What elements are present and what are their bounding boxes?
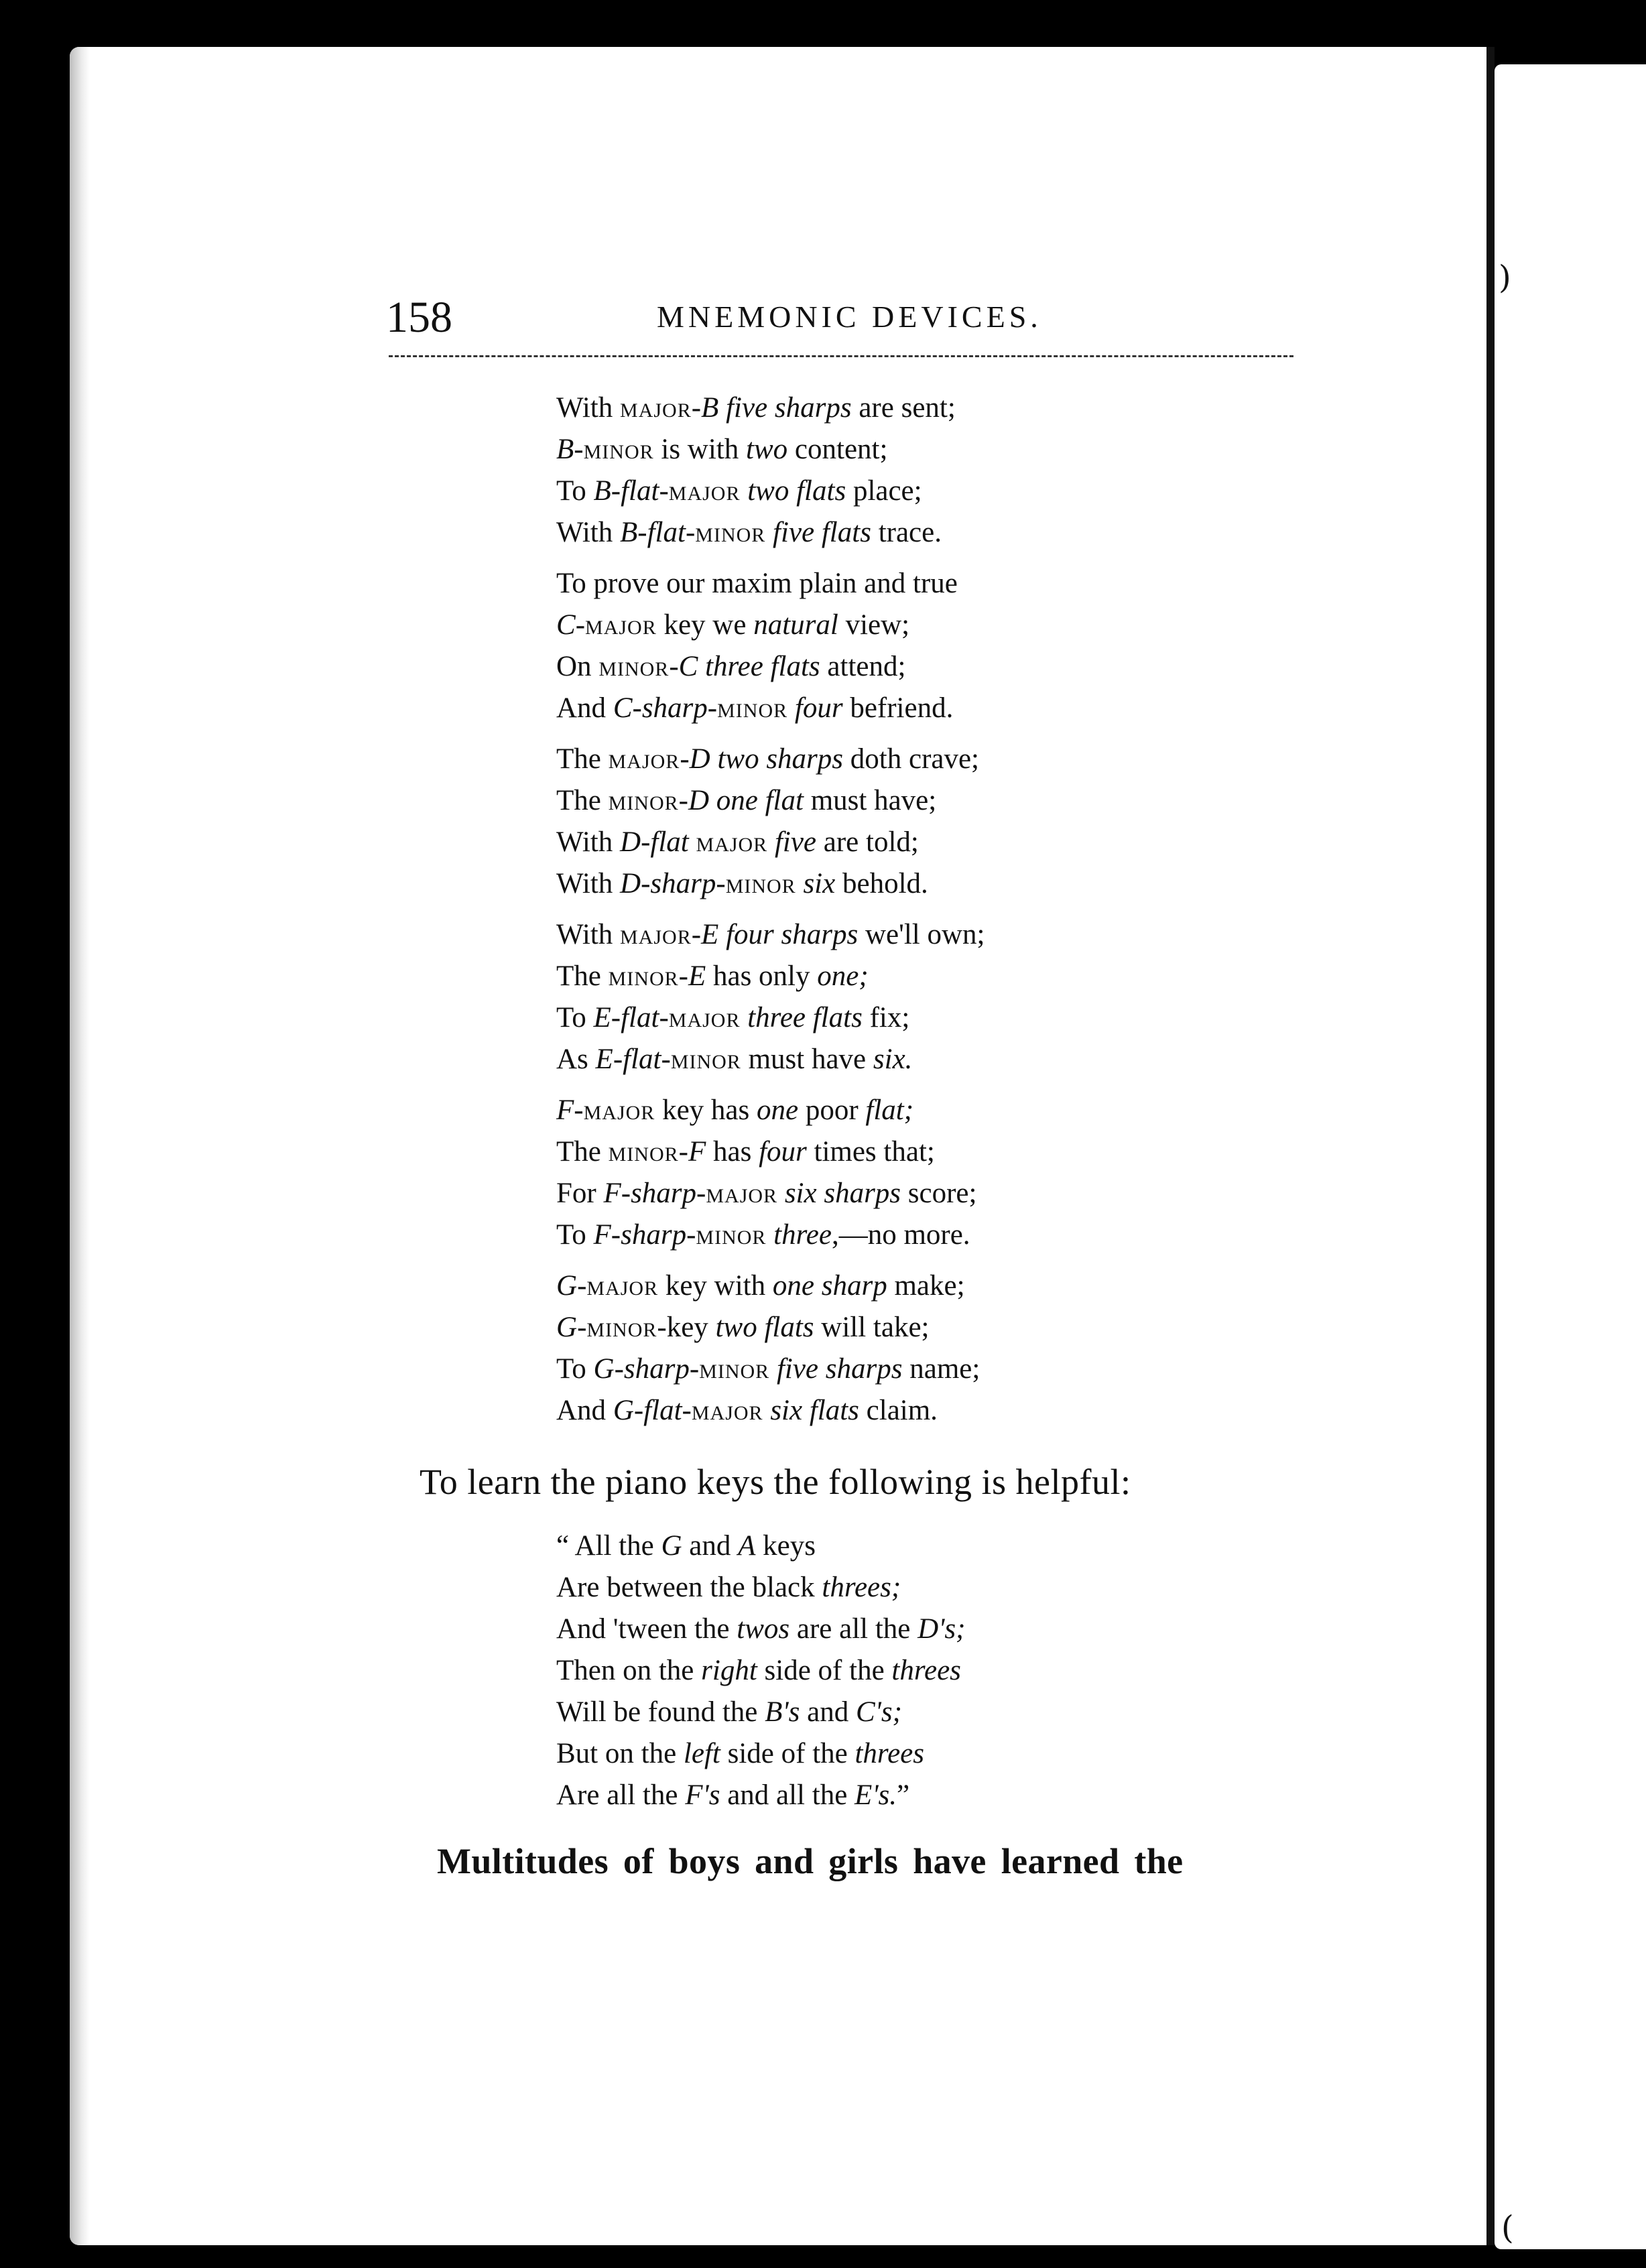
verse-line [556, 688, 985, 729]
verse-text: side of the [757, 1655, 892, 1686]
verse-text: The [556, 743, 609, 775]
verse-text: fix; [862, 1002, 910, 1033]
verse-text: are sent; [851, 392, 956, 424]
verse-line [556, 780, 985, 822]
verse-text: - [575, 609, 586, 641]
italic-text: three [773, 1219, 832, 1251]
verse-text: key with [658, 1270, 773, 1302]
italic-text: F-sharp [603, 1178, 697, 1209]
verse-text: - [574, 434, 584, 465]
small-caps-text: minor [699, 1353, 770, 1385]
italic-text: B-flat [620, 517, 686, 548]
verse-text: will take; [814, 1312, 930, 1343]
verse-text: claim. [859, 1395, 938, 1426]
small-caps-text: minor [725, 868, 796, 899]
verse-text [777, 1178, 785, 1209]
verse-text: - [696, 1178, 706, 1209]
italic-text: D-sharp [620, 868, 716, 899]
verse-text: trace. [871, 517, 942, 548]
verse-text: content; [787, 434, 888, 465]
verse-text: view; [838, 609, 910, 641]
page-number: 158 [386, 293, 452, 342]
verse-text: score; [901, 1178, 977, 1209]
small-caps-text: major [668, 1002, 741, 1033]
stanza [556, 563, 985, 729]
italic-text: right [701, 1655, 757, 1686]
verse-text: name; [902, 1353, 980, 1385]
verse-text: Then on the [556, 1655, 702, 1686]
verse-text: key has [655, 1094, 757, 1126]
italic-text: threes [891, 1655, 961, 1686]
small-caps-text: major [620, 919, 692, 950]
italic-text: flat; [865, 1094, 914, 1126]
page-header [315, 292, 1320, 346]
verse-text: has [706, 1136, 759, 1168]
italic-text: G [556, 1312, 578, 1343]
italic-text: E [688, 960, 706, 992]
verse-text: and all the [720, 1779, 855, 1811]
verse-text: we'll own; [858, 919, 985, 950]
italic-text: twos [737, 1613, 790, 1645]
italic-text: E-flat [593, 1002, 659, 1033]
verse-line [556, 1173, 985, 1214]
italic-text: D's; [917, 1613, 966, 1645]
italic-text: E's. [854, 1779, 897, 1811]
verse-text: attend; [820, 651, 906, 682]
small-caps-text: minor [608, 1136, 679, 1168]
italic-text: F's [685, 1779, 720, 1811]
italic-text: natural [753, 609, 838, 641]
verse-text: - [678, 960, 688, 992]
small-caps-text: major [706, 1178, 778, 1209]
verse-text: - [689, 1353, 700, 1385]
verse-text: - [685, 517, 696, 548]
facing-page-mark: ( [1501, 2209, 1514, 2247]
verse-text: - [574, 1094, 584, 1126]
verse-text: must have; [803, 785, 937, 816]
verse-text: doth crave; [843, 743, 980, 775]
verse-line [556, 1775, 965, 1816]
italic-text: threes; [822, 1572, 901, 1603]
verse-line [556, 822, 985, 863]
verse-text: With [556, 517, 621, 548]
italic-text: A [738, 1530, 756, 1562]
italic-text: D two sharps [689, 743, 844, 775]
italic-text: three flats [747, 1002, 863, 1033]
verse-text [796, 868, 804, 899]
verse-text: And [556, 692, 613, 724]
verse-text: keys [755, 1530, 816, 1562]
italic-text: C [556, 609, 576, 641]
small-caps-text: minor [583, 434, 654, 465]
verse-text [766, 1219, 773, 1251]
verse-line [556, 739, 985, 780]
verse-text: - [669, 651, 679, 682]
stanza [556, 1090, 985, 1256]
italic-text: C three flats [678, 651, 820, 682]
verse-text: With [556, 826, 621, 858]
verse-text: The [556, 1136, 609, 1168]
closing-paragraph: Multitudes of boys and girls have learned the [437, 1841, 1184, 1881]
italic-text: one sharp [772, 1270, 887, 1302]
verse-line [556, 1390, 985, 1432]
verse-line [556, 1733, 965, 1775]
small-caps-text: minor [598, 651, 670, 682]
verse-text: - [659, 475, 669, 507]
verse-text: On [556, 651, 599, 682]
verse-text: - [691, 919, 702, 950]
italic-text: F [688, 1136, 706, 1168]
verse-text: and [682, 1530, 739, 1562]
italic-text: G [661, 1530, 682, 1562]
facing-page-mark: ) [1499, 259, 1511, 296]
small-caps-text: major [585, 609, 657, 641]
verse-text: make; [887, 1270, 965, 1302]
italic-text: E-flat [595, 1044, 661, 1075]
verse-text: must have [741, 1044, 873, 1075]
verse-text: As [556, 1044, 596, 1075]
verse-text: To [556, 475, 594, 507]
italic-text: B's [765, 1696, 800, 1728]
italic-text: E four sharps [701, 919, 859, 950]
verse-line [556, 1039, 985, 1080]
verse-text: Are between the black [556, 1572, 822, 1603]
verse-text: side of the [720, 1738, 855, 1769]
piano-keys-rhyme [556, 1525, 965, 1816]
page-edge [70, 47, 90, 2245]
verse-text: has only [706, 960, 818, 992]
italic-text: G-sharp [593, 1353, 690, 1385]
italic-text: two flats [747, 475, 846, 507]
stanza [556, 914, 985, 1080]
verse-line [556, 1214, 985, 1256]
facing-page [1495, 64, 1646, 2249]
italic-text: one; [817, 960, 869, 992]
verse-text: The [556, 785, 609, 816]
small-caps-text: major [691, 1395, 763, 1426]
verse-line [556, 1609, 965, 1650]
verse-text: To [556, 1002, 594, 1033]
small-caps-text: major [586, 1270, 659, 1302]
small-caps-text: major [668, 475, 741, 507]
verse-line [556, 1650, 965, 1692]
small-caps-text: minor [717, 692, 788, 724]
verse-line [556, 429, 985, 470]
italic-text: C's; [855, 1696, 902, 1728]
small-caps-text: minor [696, 1219, 767, 1251]
verse-text: To [556, 1219, 594, 1251]
italic-text: B five sharps [701, 392, 852, 424]
verse-line [556, 563, 985, 605]
verse-text: poor [798, 1094, 866, 1126]
verse-text [787, 692, 795, 724]
verse-line [556, 470, 985, 512]
verse-text: - [659, 1002, 669, 1033]
small-caps-text: minor [586, 1312, 657, 1343]
verse-text: befriend. [842, 692, 954, 724]
verse-line [556, 863, 985, 905]
verse-text: behold. [835, 868, 928, 899]
verse-text: - [716, 868, 726, 899]
italic-text: five flats [773, 517, 871, 548]
verse-text: But on the [556, 1738, 684, 1769]
verse-text: To [556, 1353, 594, 1385]
verse-text [765, 517, 773, 548]
verse-text [769, 1353, 777, 1385]
verse-text: -key [657, 1312, 716, 1343]
small-caps-text: minor [608, 785, 679, 816]
verse-text: is with [653, 434, 747, 465]
italic-text: B [556, 434, 574, 465]
verse-line [556, 1265, 985, 1307]
verse-text: For [556, 1178, 604, 1209]
italic-text: six. [873, 1044, 913, 1075]
verse-text: - [678, 785, 688, 816]
verse-text: With [556, 868, 621, 899]
italic-text: two flats [715, 1312, 814, 1343]
small-caps-text: major [608, 743, 680, 775]
italic-text: G-flat [613, 1395, 682, 1426]
verse-line [556, 1307, 985, 1348]
small-caps-text: minor [670, 1044, 741, 1075]
italic-text: five [774, 826, 817, 858]
book-gutter [1486, 47, 1495, 2245]
key-signature-poem [556, 387, 985, 1441]
stanza [556, 387, 985, 554]
italic-text: G [556, 1270, 578, 1302]
stanza [556, 1265, 985, 1432]
italic-text: one [756, 1094, 799, 1126]
verse-line [556, 1090, 985, 1131]
italic-text: four [759, 1136, 807, 1168]
verse-text: - [577, 1270, 587, 1302]
verse-line [556, 605, 985, 646]
verse-text: ,—no more. [831, 1219, 970, 1251]
italic-text: four [794, 692, 843, 724]
verse-line [556, 1525, 965, 1567]
italic-text: threes [854, 1738, 924, 1769]
verse-text: To prove our maxim plain and true [556, 568, 958, 599]
verse-line [556, 1567, 965, 1609]
verse-text [767, 826, 775, 858]
verse-line [556, 997, 985, 1039]
small-caps-text: minor [608, 960, 679, 992]
verse-text: - [682, 1395, 692, 1426]
verse-text: - [661, 1044, 671, 1075]
small-caps-text: major [696, 826, 768, 858]
verse-line [556, 512, 985, 554]
verse-text: With [556, 919, 621, 950]
verse-text: and [800, 1696, 856, 1728]
verse-text: key we [656, 609, 754, 641]
running-head: MNEMONIC DEVICES. [657, 300, 1042, 334]
verse-line [556, 1692, 965, 1733]
verse-line [556, 1131, 985, 1173]
verse-text: Are all the [556, 1779, 686, 1811]
verse-text: times that; [806, 1136, 935, 1168]
verse-text [740, 475, 747, 507]
italic-text: six flats [770, 1395, 859, 1426]
verse-text [740, 1002, 747, 1033]
verse-text: With [556, 392, 621, 424]
verse-text: place; [846, 475, 922, 507]
small-caps-text: minor [695, 517, 766, 548]
verse-line [556, 646, 985, 688]
verse-text [689, 826, 696, 858]
verse-line [556, 387, 985, 429]
verse-line [556, 956, 985, 997]
italic-text: two [746, 434, 788, 465]
header-rule [389, 355, 1293, 357]
verse-text: And [556, 1395, 613, 1426]
italic-text: D one flat [688, 785, 804, 816]
verse-text: are all the [789, 1613, 918, 1645]
verse-text: “ All the [556, 1530, 661, 1562]
verse-text: - [691, 392, 702, 424]
italic-text: five sharps [776, 1353, 903, 1385]
small-caps-text: major [620, 392, 692, 424]
italic-text: F-sharp [593, 1219, 687, 1251]
verse-text: And 'tween the [556, 1613, 737, 1645]
italic-text: left [683, 1738, 720, 1769]
intro-paragraph: To learn the piano keys the following is helpful: [420, 1462, 1131, 1502]
italic-text: D-flat [620, 826, 689, 858]
verse-text: Will be found the [556, 1696, 765, 1728]
small-caps-text: major [583, 1094, 655, 1126]
italic-text: six [803, 868, 836, 899]
verse-text: The [556, 960, 609, 992]
verse-text: are told; [816, 826, 919, 858]
verse-text: - [678, 1136, 688, 1168]
italic-text: B-flat [593, 475, 659, 507]
italic-text: six sharps [784, 1178, 901, 1209]
stanza [556, 739, 985, 905]
italic-text: C-sharp [613, 692, 708, 724]
verse-text: - [707, 692, 718, 724]
verse-line [556, 1348, 985, 1390]
verse-text: ” [897, 1779, 910, 1811]
verse-text: - [686, 1219, 696, 1251]
italic-text: F [556, 1094, 574, 1126]
verse-text: - [680, 743, 690, 775]
verse-text: - [577, 1312, 587, 1343]
verse-line [556, 914, 985, 956]
verse-text [763, 1395, 771, 1426]
